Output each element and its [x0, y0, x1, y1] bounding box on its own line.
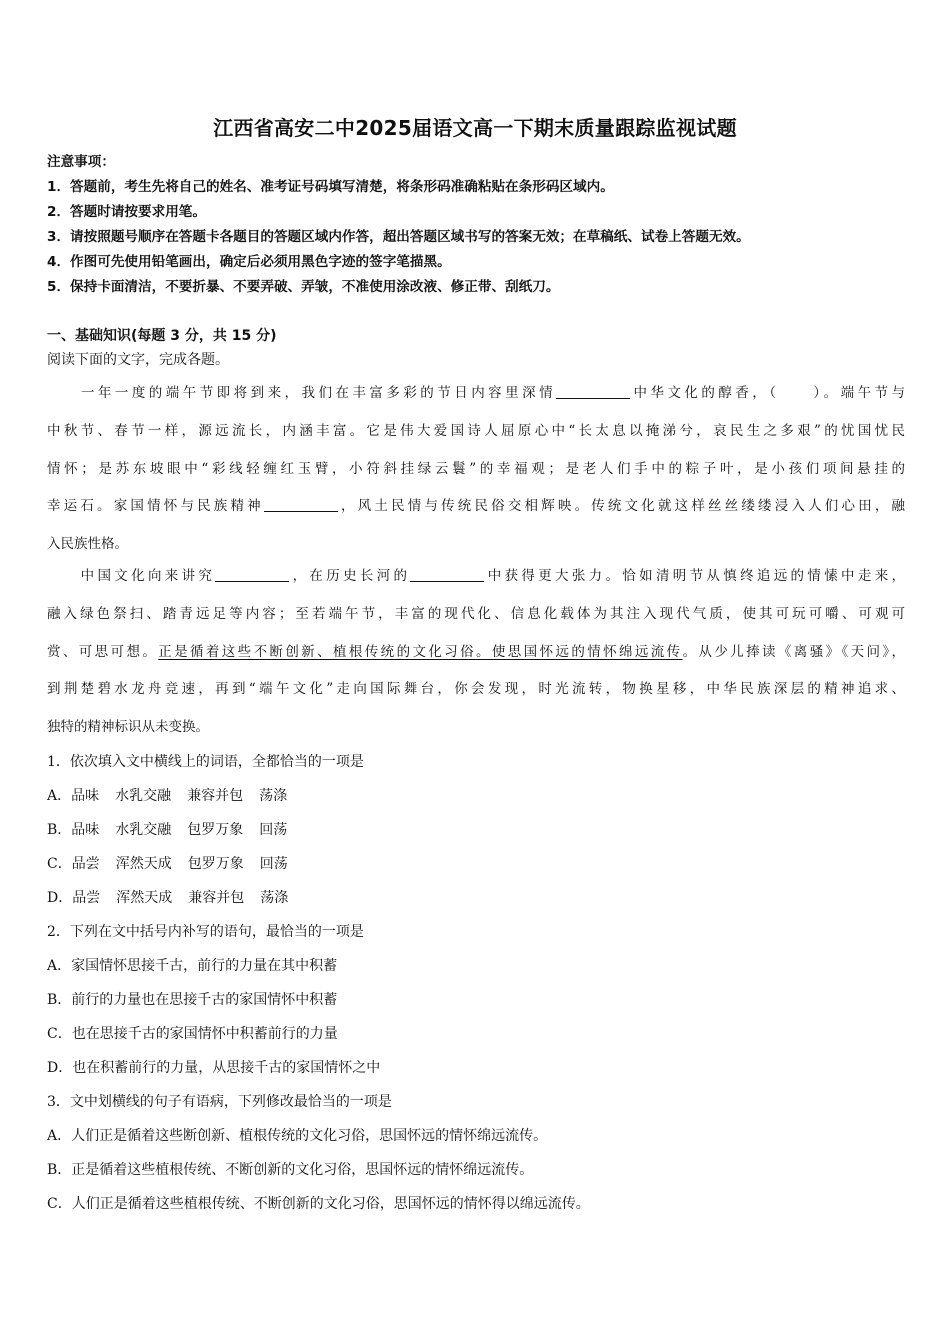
option-word: 浑然天成 — [116, 890, 173, 906]
notice-item: 1．答题前，考生先将自己的姓名、准考证号码填写清楚，将条形码准确粘贴在条形码区域内。 — [47, 179, 614, 195]
option-label: B． — [47, 1162, 72, 1178]
notice-item: 2．答题时请按要求用笔。 — [47, 204, 206, 220]
passage-line: 到荆楚碧水龙舟竞速，再到“端午文化”走向国际舞台，你会发现，时光流转，物换星移，中华民族深层的精神追求、 — [47, 681, 905, 698]
answer-option — [47, 847, 907, 881]
answer-option — [47, 779, 907, 813]
option-text: 前行的力量也在思接千古的家国情怀中积蓄 — [71, 992, 338, 1008]
option-word: 包罗万象 — [187, 822, 244, 838]
answer-option — [47, 1153, 907, 1187]
answer-option — [47, 1187, 907, 1221]
fill-blank — [215, 567, 289, 582]
passage-paragraph-2 — [47, 558, 905, 747]
fill-blank — [556, 384, 630, 399]
notice-heading: 注意事项： — [47, 154, 115, 170]
option-word: 浑然天成 — [115, 856, 172, 872]
text-run: 。从少儿捧读《离骚》《天问》， — [682, 643, 906, 660]
option-text: 也在积蓄前行的力量，从思接千古的家国情怀之中 — [72, 1060, 381, 1076]
option-text: 家国情怀思接千古，前行的力量在其中积蓄 — [71, 958, 338, 974]
option-text: 人们正是循着这些断创新、植根传统的文化习俗，思国怀远的情怀绵远流传。 — [71, 1128, 548, 1144]
section-heading: 一、基础知识(每题 3 分，共 15 分) — [47, 328, 277, 344]
option-label: A． — [47, 1128, 72, 1144]
passage-line: 入民族性格。 — [47, 536, 128, 553]
section-intro: 阅读下面的文字，完成各题。 — [47, 352, 229, 368]
option-label: D． — [47, 1060, 73, 1076]
option-text: 人们正是循着这些植根传统、不断创新的文化习俗，思国怀远的情怀得以绵远流传。 — [71, 1196, 590, 1212]
notice-item: 5．保持卡面清洁，不要折暴、不要弄破、弄皱，不准使用涂改液、修正带、刮纸刀。 — [47, 279, 560, 295]
text-run: 中国文化向来讲究 — [80, 568, 216, 584]
question-stem: 3．文中划横线的句子有语病，下列修改最恰当的一项是 — [47, 1094, 392, 1110]
passage-line: 中秋节、春节一样，源远流长，内涵丰富。它是伟大爱国诗人屈原心中“长太息以掩涕兮，哀民生之多艰”的忧国忧民 — [47, 422, 905, 439]
answer-option — [47, 949, 907, 983]
fill-blank — [264, 497, 338, 512]
passage-line: 独特的精神标识从未变换。 — [47, 719, 209, 736]
passage-line — [47, 375, 905, 413]
answer-option — [47, 1017, 907, 1051]
answer-option — [47, 813, 907, 847]
answer-option — [47, 881, 907, 915]
option-word: 兼容并包 — [188, 890, 245, 906]
option-label: C． — [47, 856, 72, 872]
text-run: 一年一度的端午节即将到来，我们在丰富多彩的节日内容里深情 — [80, 385, 557, 401]
option-word: 水乳交融 — [115, 822, 172, 838]
notice-item: 4．作图可先使用铅笔画出，确定后必须用黑色字迹的签字笔描黑。 — [47, 254, 451, 270]
option-label: B． — [47, 992, 72, 1008]
answer-option — [47, 983, 907, 1017]
option-label: B． — [47, 822, 72, 838]
option-word: 回荡 — [259, 822, 288, 838]
option-word: 品味 — [71, 822, 100, 838]
option-word: 荡涤 — [260, 890, 289, 906]
option-word: 品尝 — [71, 856, 100, 872]
text-run: ，风土民情与传统民俗交相辉映。传统文化就这样丝丝缕缕浸入人们心田，融 — [337, 498, 906, 515]
option-label: C． — [47, 1026, 72, 1042]
passage-line — [47, 488, 905, 526]
notice-item: 3．请按照题号顺序在答题卡各题目的答题区域内作答，超出答题区域书写的答案无效；在草稿纸、试卷上答题无效。 — [47, 229, 750, 245]
text-run: 幸运石。家国情怀与民族精神 — [47, 498, 264, 515]
option-word: 品味 — [71, 788, 100, 804]
text-run: ，在历史长河的 — [289, 568, 411, 584]
option-text: 也在思接千古的家国情怀中积蓄前行的力量 — [71, 1026, 338, 1042]
option-label: C． — [47, 1196, 72, 1212]
notice-block — [47, 150, 917, 300]
text-run: 中获得更大张力。恰如清明节从慎终追远的情愫中走来， — [484, 568, 906, 584]
answer-option — [47, 1119, 907, 1153]
exam-title: 江西省高安二中2025届语文高一下期末质量跟踪监视试题 — [213, 116, 737, 140]
passage-line: 融入绿色祭扫、踏青远足等内容；至若端午节，丰富的现代化、信息化载体为其注入现代气质，使其可玩可嚼、可观可 — [47, 605, 905, 622]
passage-line — [47, 634, 905, 672]
option-text: 正是循着这些植根传统、不断创新的文化习俗，思国怀远的情怀绵远流传。 — [71, 1162, 534, 1178]
questions — [47, 745, 907, 1221]
text-run: 中华文化的醇香，（ ）。端午节与 — [630, 385, 906, 401]
option-label: D． — [47, 890, 73, 906]
passage-paragraph-1 — [47, 375, 905, 564]
answer-option — [47, 1051, 907, 1085]
option-word: 兼容并包 — [187, 788, 244, 804]
option-label: A． — [47, 788, 72, 804]
option-word: 水乳交融 — [115, 788, 172, 804]
text-run: 赏、可思可想。 — [47, 643, 159, 660]
passage-line: 情怀；是苏东坡眼中“彩线轻缠红玉臂，小符斜挂绿云鬟”的幸福观；是老人们手中的粽子叶，是小孩们项间悬挂的 — [47, 460, 905, 477]
option-word: 荡涤 — [259, 788, 288, 804]
option-word: 品尝 — [72, 890, 101, 906]
underlined-sentence: 正是循着这些不断创新、植根传统的文化习俗。使思国怀远的情怀绵远流传 — [158, 643, 683, 660]
option-word: 包罗万象 — [187, 856, 244, 872]
option-label: A． — [47, 958, 72, 974]
option-word: 回荡 — [259, 856, 288, 872]
question-stem: 1．依次填入文中横线上的词语，全都恰当的一项是 — [47, 754, 364, 770]
passage-line — [47, 558, 905, 596]
fill-blank — [410, 567, 484, 582]
question-stem: 2．下列在文中括号内补写的语句，最恰当的一项是 — [47, 924, 364, 940]
